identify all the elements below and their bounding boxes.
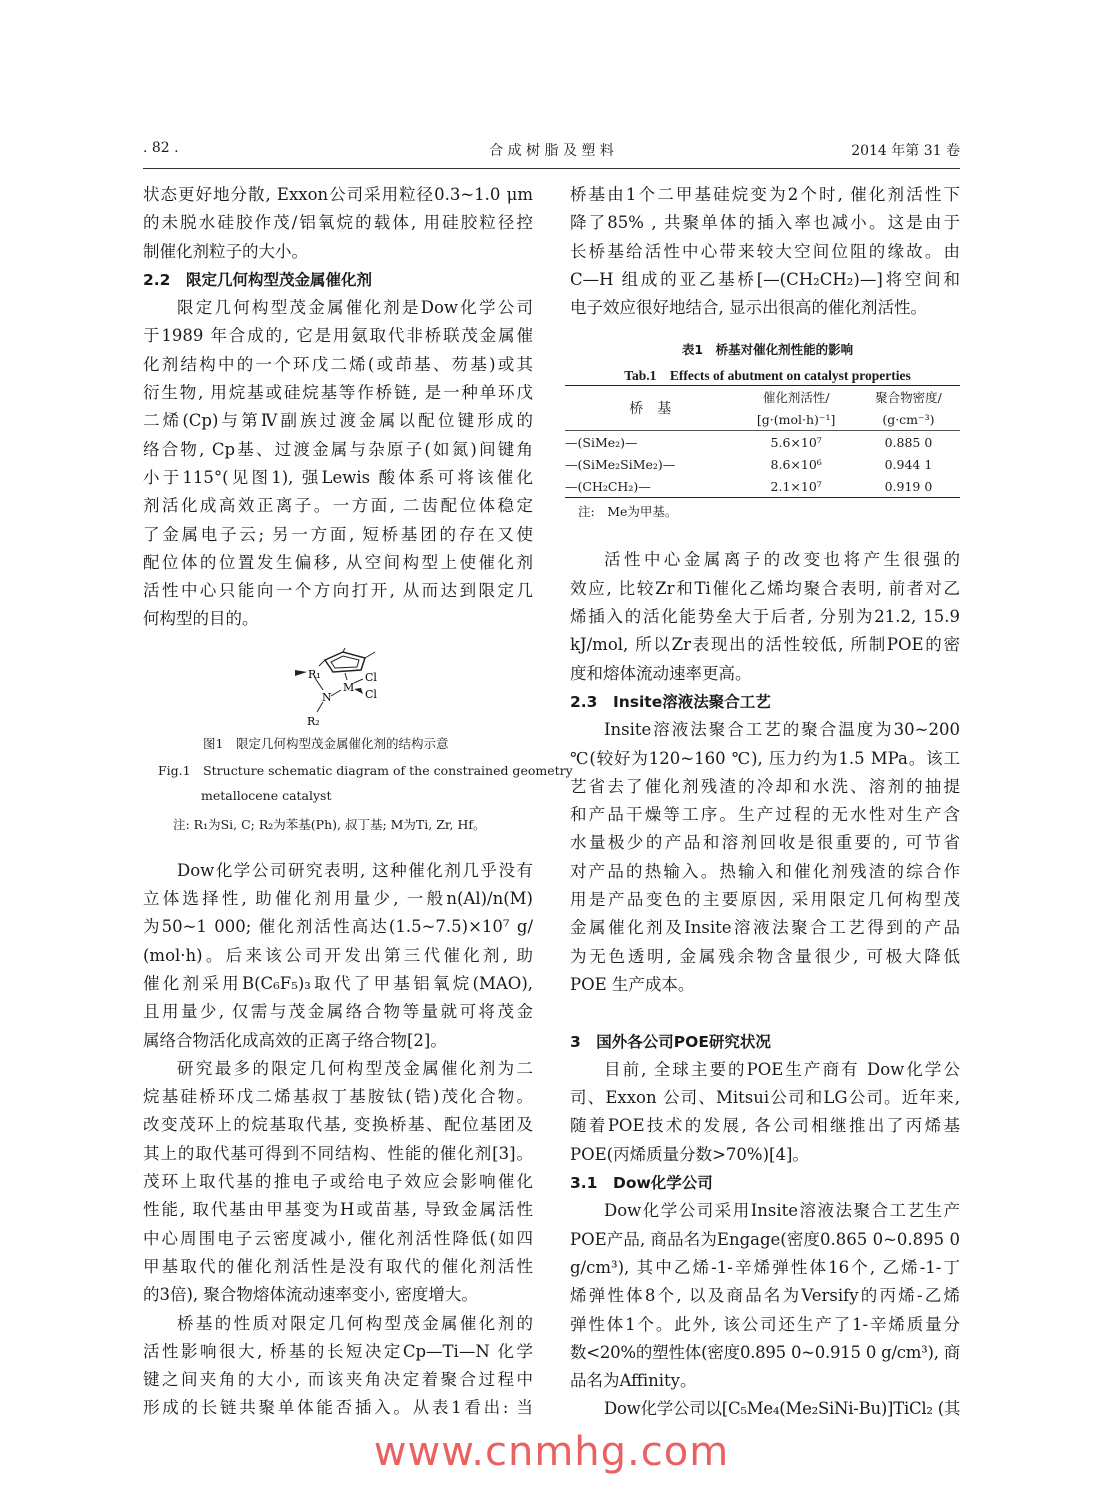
text-line: 烯插入的活化能势垒大于后者, 分别为21.2, 15.9 <box>570 607 960 627</box>
text-line: 形成的长链共聚单体能否插入。从表1看出: 当 <box>143 1398 533 1418</box>
table-cell: 0.885 0 <box>884 434 933 450</box>
table-title-en: Tab.1 Effects of abutment on catalyst properties <box>624 368 911 384</box>
table-note: 注: Me为甲基。 <box>578 504 678 520</box>
text-line: 为50~1 000; 催化剂活性高达(1.5~7.5)×10⁷ g/ <box>143 917 533 937</box>
text-line: Dow化学公司采用Insite溶液法聚合工艺生产 <box>604 1201 960 1221</box>
text-line: 桥基的性质对限定几何构型茂金属催化剂的 <box>177 1313 533 1333</box>
table-title-cn: 表1 桥基对催化剂性能的影响 <box>681 342 854 358</box>
text-line: 性能, 取代基由甲基变为H或苗基, 导致金属活性 <box>143 1200 533 1220</box>
text-line: 配位体的位置发生偏移, 从空间构型上使催化剂 <box>143 552 533 572</box>
text-line: 活性中心金属离子的改变也将产生很强的 <box>604 550 960 570</box>
table-cell: —(SiMe₂)— <box>565 434 638 450</box>
text-line: 水量极少的产品和溶剂回收是很重要的, 可节省 <box>570 833 960 853</box>
text-line: POE产品, 商品名为Engage(密度0.865 0~0.895 0 <box>570 1229 960 1249</box>
left-column <box>143 181 573 1423</box>
text-line: 中心周围电子云密度减小, 催化剂活性降低(如四 <box>143 1228 533 1248</box>
text-line: 催化剂采用B(C₆F₅)₃取代了甲基铝氧烷(MAO), <box>143 973 533 993</box>
text-line: ℃(较好为120~160 ℃), 压力约为1.5 MPa。该工 <box>570 748 960 768</box>
text-line: 且用量少, 仅需与茂金属络合物等量就可将茂金 <box>143 1002 533 1022</box>
text-line: 于1989 年合成的, 它是用氨取代非桥联茂金属催 <box>143 326 533 346</box>
text-line: g/cm³), 其中乙烯-1-辛烯弹性体16个, 乙烯-1-丁 <box>570 1257 960 1277</box>
text-line: 活性影响很大, 桥基的长短决定Cp—Ti—N 化学 <box>143 1341 533 1361</box>
text-line: POE 生产成本。 <box>570 974 695 994</box>
column-header: 催化剂活性/ <box>762 390 830 406</box>
text-line: 化剂结构中的一个环戊二烯(或茚基、芴基)或其 <box>143 354 533 374</box>
r1-label: R₁ <box>308 667 321 681</box>
text-line: 烯弹性体8个, 以及商品名为Versify的丙烯-乙烯 <box>570 1286 960 1306</box>
text-line: 降了85% , 共聚单体的插入率也减小。这是由于 <box>570 213 960 233</box>
m-label: M <box>343 680 355 694</box>
figure-caption: 注: R₁为Si, C; R₂为苯基(Ph), 叔丁基; M为Ti, Zr, Hf。 <box>173 816 486 832</box>
text-line: 度和熔体流动速率更高。 <box>570 663 752 683</box>
text-line: 甲基取代的催化剂活性是没有取代的催化剂活性 <box>143 1256 533 1276</box>
text-line: 数<20%的塑性体(密度0.895 0~0.915 0 g/cm³), 商 <box>570 1342 960 1362</box>
text-line: (mol·h)。后来该公司开发出第三代催化剂, 助 <box>143 945 533 965</box>
text-line: 艺省去了催化剂残渣的冷却和水洗、溶剂的抽提 <box>570 776 960 796</box>
text-line: 品名为Affinity。 <box>570 1371 697 1391</box>
text-line: 剂活化成高效正离子。一方面, 二齿配位体稳定 <box>143 496 533 516</box>
text-line: 制催化剂粒子的大小。 <box>143 241 308 261</box>
text-line: 的未脱水硅胶作茂/铝氧烷的载体, 用硅胶粒径控 <box>143 213 533 233</box>
text-line: 金属催化剂及Insite溶液法聚合工艺得到的产品 <box>570 918 960 938</box>
text-line: 电子效应很好地结合, 显示出很高的催化剂活性。 <box>570 298 927 318</box>
text-line: 随着POE技术的发展, 各公司相继推出了丙烯基 <box>570 1116 960 1136</box>
text-line: C—H 组成的亚乙基桥[—(CH₂CH₂)—]将空间和 <box>570 269 960 289</box>
section-heading: 2.2 限定几何构型茂金属催化剂 <box>143 270 372 289</box>
figure-1 <box>143 634 573 857</box>
text-line: 立体选择性, 助催化剂用量少, 一般n(Al)/n(M) <box>143 889 533 909</box>
text-line: 限定几何构型茂金属催化剂是Dow化学公司 <box>177 298 533 318</box>
text-line: 小于115°(见图1), 强Lewis 酸体系可将该催化 <box>143 467 533 487</box>
figure-caption: metallocene catalyst <box>201 787 332 803</box>
text-line: 司、Exxon 公司、Mitsui公司和LG公司。近年来, <box>570 1088 960 1108</box>
column-unit: [g·(mol·h)⁻¹] <box>736 408 857 431</box>
right-column <box>565 181 961 1424</box>
text-line: 其上的取代基可得到不同结构、性能的催化剂[3]。 <box>143 1143 533 1163</box>
text-line: 长桥基给活性中心带来较大空间位阻的缘故。由 <box>570 241 960 261</box>
watermark: www.cnmhg.com <box>373 1429 730 1475</box>
column-header: 聚合物密度/ <box>875 390 942 406</box>
text-line: Insite溶液法聚合工艺的聚合温度为30~200 <box>604 720 960 740</box>
table-cell: —(CH₂CH₂)— <box>565 478 651 494</box>
text-line: 改变茂环上的烷基取代基, 变换桥基、配位基团及 <box>143 1115 533 1135</box>
issue-info: 2014 年第 31 卷 <box>851 143 960 159</box>
section-heading: 2.3 Insite溶液法聚合工艺 <box>570 692 771 711</box>
table-cell: 8.6×10⁶ <box>770 456 822 472</box>
table-cell: 0.944 1 <box>884 456 933 472</box>
figure-caption: 图1 限定几何构型茂金属催化剂的结构示意 <box>203 735 449 751</box>
text-line: 研究最多的限定几何构型茂金属催化剂为二 <box>177 1058 533 1078</box>
text-line: 的3倍), 聚合物熔体流动速率变小, 密度增大。 <box>143 1285 478 1305</box>
text-line: 对产品的热输入。热输入和催化剂残渣的综合作 <box>570 861 960 881</box>
text-line: POE(丙烯质量分数>70%)[4]。 <box>570 1144 809 1164</box>
text-line: 效应, 比较Zr和Ti催化乙烯均聚合表明, 前者对乙 <box>570 578 960 598</box>
cl-label: Cl <box>365 670 377 684</box>
text-line: Dow化学公司以[C₅Me₄(Me₂SiNi-Bu)]TiCl₂ (其 <box>604 1399 961 1419</box>
table-cell: 0.919 0 <box>884 478 933 494</box>
text-line: 状态更好地分散, Exxon公司采用粒径0.3~1.0 μm <box>143 185 533 204</box>
text-line: 烷基硅桥环戊二烯基叔丁基胺钛(锆)茂化合物。 <box>143 1087 533 1107</box>
column-unit: (g·cm⁻³) <box>857 408 960 431</box>
table-row <box>565 431 960 454</box>
page-number: . 82 . <box>143 140 179 156</box>
text-line: Dow化学公司研究表明, 这种催化剂几乎没有 <box>177 860 533 880</box>
journal-title: 合 成 树 脂 及 塑 料 <box>489 143 614 159</box>
text-line: 络合物, Cp基、过渡金属与杂原子(如氮)间键角 <box>143 439 533 459</box>
text-line: 活性中心只能向一个方向打开, 从而达到限定几 <box>143 581 533 601</box>
text-line: 何构型的目的。 <box>143 609 259 629</box>
table-1 <box>565 322 960 546</box>
table-cell: 5.6×10⁷ <box>770 434 822 450</box>
text-line: 键之间夹角的大小, 而该夹角决定着聚合过程中 <box>143 1370 533 1390</box>
table-cell: —(SiMe₂SiMe₂)— <box>565 456 676 472</box>
text-line: 和产品干燥等工序。生产过程的无水性对生产含 <box>570 805 960 825</box>
table-row <box>565 475 960 498</box>
data-table <box>565 385 960 498</box>
cl-label: Cl <box>365 687 377 701</box>
text-line: 衍生物, 用烷基或硅烷基等作桥链, 是一种单环戊 <box>143 383 533 403</box>
blank-line <box>570 999 960 1027</box>
section-heading: 3 国外各公司POE研究状况 <box>570 1032 771 1051</box>
text-line: 弹性体1个。此外, 该公司还生产了1-辛烯质量分 <box>570 1314 960 1334</box>
table-row <box>565 453 960 475</box>
text-line: 用是产品变色的主要原因, 采用限定几何构型茂 <box>570 890 960 910</box>
text-line: 茂环上取代基的推电子或给电子效应会影响催化 <box>143 1172 533 1192</box>
text-line: kJ/mol, 所以Zr表现出的活性较低, 所制POE的密 <box>570 635 960 655</box>
column-header: 桥 基 <box>565 386 736 431</box>
figure-caption: Fig.1 Structure schematic diagram of the constrained geometry <box>158 762 573 778</box>
text-line: 为无色透明, 金属残余物含量很少, 可极大降低 <box>570 946 960 966</box>
text-line: 了金属电子云; 另一方面, 短桥基团的存在又使 <box>143 524 533 544</box>
structure-diagram <box>293 648 393 728</box>
section-heading: 3.1 Dow化学公司 <box>570 1174 713 1193</box>
text-line: 桥基由1个二甲基硅烷变为2个时, 催化剂活性下 <box>570 185 960 204</box>
table-cell: 2.1×10⁷ <box>770 478 822 494</box>
text-line: 属络合物活化成高效的正离子络合物[2]。 <box>143 1030 447 1050</box>
text-line: 目前, 全球主要的POE生产商有 Dow化学公 <box>604 1059 960 1079</box>
r2-label: R₂ <box>307 714 320 728</box>
n-label: N <box>322 690 332 704</box>
text-line: 二烯(Cp)与第Ⅳ副族过渡金属以配位键形成的 <box>143 411 533 431</box>
header-rule <box>143 168 960 169</box>
